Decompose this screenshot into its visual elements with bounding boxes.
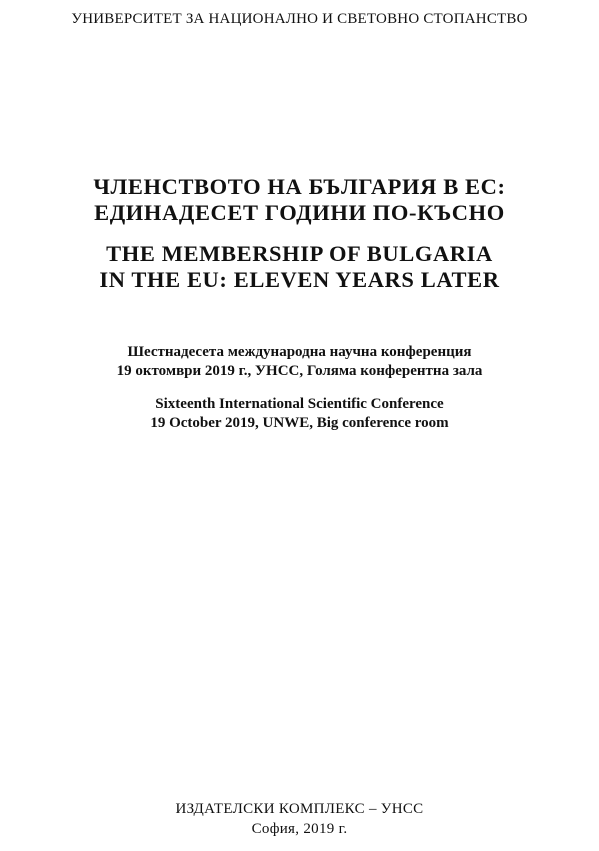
title-bulgarian [0, 174, 599, 226]
title-english [0, 241, 599, 293]
title-english-line-1: THE MEMBERSHIP OF BULGARIA [106, 241, 493, 266]
university-name: УНИВЕРСИТЕТ ЗА НАЦИОНАЛНО И СВЕТОВНО СТОПАНСТВО [71, 11, 528, 27]
conference-info-english [0, 395, 599, 433]
conference-name-english: Sixteenth International Scientific Conference [155, 396, 444, 412]
publisher-name: ИЗДАТЕЛСКИ КОМПЛЕКС – УНСС [175, 801, 424, 817]
conference-date-venue-english: 19 October 2019, UNWE, Big conference room [150, 415, 449, 431]
title-bulgarian-line-1: ЧЛЕНСТВОТО НА БЪЛГАРИЯ В ЕС: [93, 174, 506, 199]
title-english-line-2: IN THE EU: ELEVEN YEARS LATER [99, 267, 500, 292]
conference-name-bulgarian: Шестнадесета международна научна конференция [127, 344, 472, 360]
publisher-block [0, 799, 599, 839]
conference-date-venue-bulgarian: 19 октомври 2019 г., УНСС, Голяма конферентна зала [116, 363, 483, 379]
publication-place-year: София, 2019 г. [251, 821, 348, 837]
conference-info-bulgarian [0, 343, 599, 381]
title-bulgarian-line-2: ЕДИНАДЕСЕТ ГОДИНИ ПО-КЪСНО [94, 200, 505, 225]
